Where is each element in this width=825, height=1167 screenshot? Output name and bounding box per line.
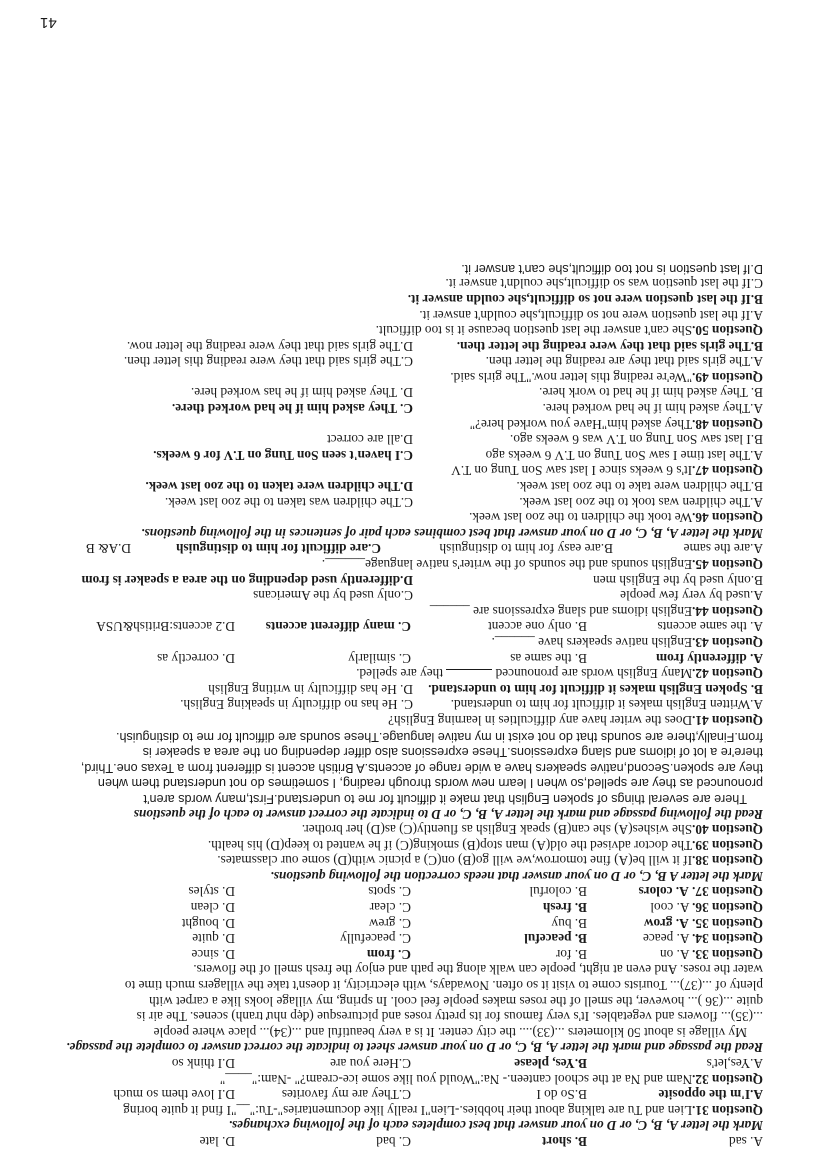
q41-label: Question 41. xyxy=(692,712,763,728)
question-39 xyxy=(58,837,763,853)
q43-text: English native speakers have ______. xyxy=(491,635,693,650)
q34-option-d: D. quite xyxy=(192,931,235,947)
q49-options-row-2 xyxy=(58,338,763,354)
q42-option-d: D. correctly as xyxy=(157,650,235,666)
question-46 xyxy=(58,510,763,526)
q37-label: Question 37. xyxy=(692,884,763,900)
q42-text-after: they are spelled. xyxy=(356,666,443,682)
q41-options-row-1 xyxy=(58,697,763,713)
q48-label: Question 48. xyxy=(692,416,763,432)
q44-options-row-1 xyxy=(58,588,763,604)
q48-options-row-2 xyxy=(58,385,763,401)
question-38 xyxy=(58,853,763,869)
q46-options-row-1 xyxy=(58,494,763,510)
q46-option-b: B.The children were take to the zoo last week. xyxy=(516,479,763,495)
q48-text: They asked him"Have you worked here?" xyxy=(469,416,693,432)
q35-label: Question 35. xyxy=(692,915,763,931)
exam-content xyxy=(58,260,763,1149)
q37-option-a: A. colors xyxy=(638,884,689,900)
q30-option-a: A. sad xyxy=(729,1134,763,1149)
q31-option-a: A.I'm the opposite xyxy=(658,1087,763,1103)
q50-option-d: D.If last question is not too difficult,she can't answer it. xyxy=(461,261,763,276)
q37-option-c: C. spots xyxy=(368,884,411,900)
question-36 xyxy=(58,900,763,916)
q35-option-c: C. grew xyxy=(368,915,411,931)
question-44 xyxy=(58,603,763,619)
q33-option-d: D. since xyxy=(191,946,235,962)
question-49 xyxy=(58,369,763,385)
q32-option-c: C.Here you are xyxy=(330,1056,411,1072)
q38-text: If it will be(A) fine tomorrow,we will go(B) on(C) a picnic with(D) some our classmates. xyxy=(217,853,693,869)
q44-option-c: C.only used by the Americans xyxy=(253,588,413,604)
q42-options xyxy=(58,650,763,666)
q33-label: Question 33. xyxy=(692,946,763,962)
q49-options-row-1 xyxy=(58,354,763,370)
q43-option-c: C. many different accents xyxy=(265,619,411,635)
q39-label: Question 39. xyxy=(692,837,763,853)
q31-text: Lien and Tu are talking about their hobbies.-Lien"I really like documentaries"-Tu:"__"I find it quite boring xyxy=(123,1102,693,1118)
q44-option-a: A.used by very few people xyxy=(620,588,763,604)
q36-option-a: A. cool xyxy=(650,900,690,916)
q49-option-d: D.The girls said that they were reading the letter now. xyxy=(126,338,413,354)
q31-option-c: C.They are my favorites xyxy=(281,1087,411,1103)
q47-options-row-2 xyxy=(58,432,763,448)
q46-options-row-2 xyxy=(58,478,763,494)
question-41 xyxy=(58,712,763,728)
q32-options xyxy=(58,1055,763,1071)
q48-option-c: C. They asked him if he had worked there. xyxy=(171,401,413,417)
q34-label: Question 34. xyxy=(692,931,763,947)
q31-option-d: D.I love them so much xyxy=(113,1087,235,1103)
q47-label: Question 47. xyxy=(692,463,763,479)
q44-option-d: D.differently used depending on the area a speaker is from xyxy=(81,572,413,588)
q44-option-b: B.only used by the English men xyxy=(593,572,763,588)
q43-label: Question 43. xyxy=(692,635,763,650)
q48-option-a: A.They asked him if he had worked here. xyxy=(542,401,763,417)
q49-option-a: A.The girls said that they are reading the letter then. xyxy=(485,354,763,370)
q45-options xyxy=(58,541,763,557)
q30-options xyxy=(58,1133,763,1149)
q47-option-a: A.The last time I saw Son Tung on T.V 6 weeks ago xyxy=(485,447,763,463)
question-50 xyxy=(58,323,763,339)
q33-option-b: B. for xyxy=(555,946,587,962)
q40-label: Question 40. xyxy=(692,822,763,838)
passage1-line: My village is about 50 kilometers ...(33).... the city center. It is a very beautiful and ...(34)... place where people xyxy=(153,1024,747,1040)
passage1-line: water the roses. And even at night, people can walk along the path and enjoy the fresh smell of the flowers. xyxy=(193,962,763,978)
passage2-line: from.Finally,there are sounds that do not exist in my native language.These sounds are difficult for me to distinguish. xyxy=(115,729,763,744)
q44-text: English idioms and slang expressions are ______ xyxy=(429,603,693,619)
q48-option-b: B. They asked him if he had to work here. xyxy=(539,385,763,401)
question-34 xyxy=(58,931,763,947)
q47-options-row-1 xyxy=(58,447,763,463)
q39-text: The doctor advised the old(A) man stop(B) smoking(C) if he wanted to keep(D) his health. xyxy=(207,837,693,853)
q42-option-c: C. similarly xyxy=(348,650,411,666)
q46-option-d: D.The children were taken to the zoo last week. xyxy=(145,479,413,495)
q47-option-d: D.all are correct xyxy=(326,432,413,448)
question-32 xyxy=(58,1071,763,1087)
q35-option-b: B. buy xyxy=(551,915,587,931)
q34-option-b: B. peaceful xyxy=(524,931,587,947)
q37-option-b: B. colorful xyxy=(529,884,587,900)
q31-label: Question 31. xyxy=(692,1102,763,1118)
question-33 xyxy=(58,946,763,962)
question-42 xyxy=(58,666,763,682)
q48-options-row-1 xyxy=(58,401,763,417)
q41-option-d: D. He has difficulty in writing English xyxy=(208,681,413,697)
q38-label: Question 38. xyxy=(692,853,763,869)
question-31 xyxy=(58,1102,763,1118)
passage2-line: there're a lot of idioms and slang expressions.These expressions also differ depending on the area a speaker is xyxy=(142,745,763,760)
q30-option-d: D. late xyxy=(199,1134,235,1149)
q33-option-a: A. on xyxy=(659,946,690,962)
q45-option-d: D.A& B xyxy=(85,541,131,557)
q50-text: She can't answer the last question because it is too difficult. xyxy=(375,323,693,339)
section-correction-heading: Mark the letter A B, C, or D on your answer that needs correction the following questions. xyxy=(270,868,763,884)
q42-blank xyxy=(446,669,492,681)
section-combine-heading: Mark the letter A, B, C, or D on your answer that best combines each pair of sentences in the following questions. xyxy=(141,525,763,541)
passage1-line: ...(35)... flowers and vegetables. It's very famous for its pretty roses and picturesque (đẹp như tranh) scenes. The air is xyxy=(136,1009,763,1025)
section-exchanges-heading: Mark the letter A, B, C, or D on your answer that best completes each of the following exchanges. xyxy=(228,1118,763,1134)
q49-text: "We're reading this letter now."The girls said. xyxy=(450,369,693,385)
question-40 xyxy=(58,822,763,838)
question-48 xyxy=(58,416,763,432)
q41-option-c: C. He has no difficulty in speaking English. xyxy=(180,697,413,713)
q42-text-before: Many English words are pronounced xyxy=(495,666,693,682)
q40-text: She wishes(A) she can(B) speak English as fluently(C) as(D) her brother. xyxy=(301,822,693,838)
q35-option-d: D. bought xyxy=(181,915,235,931)
question-47 xyxy=(58,463,763,479)
q47-text: It's 6 weeks since I last saw Son Tung on T.V xyxy=(451,463,693,479)
section-passage2-heading: Read the following passage and mark the letter A, B, C, or D to indicate the correct answer to each of the questions xyxy=(133,806,763,822)
q30-option-b: B. short xyxy=(541,1134,587,1149)
q36-option-b: B. fresh xyxy=(542,900,587,916)
q50-option-b: B.If the last question were not so difficult,she couldn answer it. xyxy=(407,291,763,307)
passage-1 xyxy=(58,962,763,1040)
q45-label: Question 45. xyxy=(692,557,763,573)
q32-label: Question 32. xyxy=(692,1071,763,1087)
q43-option-d: D.2 accents:British&USA xyxy=(96,619,235,635)
passage-2 xyxy=(58,728,763,806)
q42-label: Question 42. xyxy=(692,666,763,682)
q36-option-d: D. clean xyxy=(190,900,235,916)
q41-text: Does the writer have any difficulties in learning English? xyxy=(388,712,693,728)
q46-text: We took the children to the zoo last week. xyxy=(469,510,693,526)
q45-option-b: B.are easy for him to distinguish xyxy=(439,541,613,557)
q33-option-c: C. from xyxy=(366,946,411,962)
q30-option-c: C. bad xyxy=(376,1134,411,1149)
q36-option-c: C. clear xyxy=(369,900,411,916)
q47-option-c: C.I haven't seen Son Tung on T.V for 6 weeks. xyxy=(153,447,413,463)
q47-option-b: B.I last saw Son Tung on T.V was 6 weeks ago. xyxy=(509,432,763,448)
q45-option-a: A.are the same xyxy=(683,541,763,557)
q32-option-d: D.I think so xyxy=(171,1056,235,1072)
q32-text: Nam and Na at the school canteen.- Na:"Would you like some ice-cream?" -Nam:"____" xyxy=(219,1071,693,1087)
q49-option-b: B.The girls said that they were reading the letter then. xyxy=(456,338,763,354)
q50-option-a: A.If the last question were not so difficult,she couldn't answer it. xyxy=(419,307,763,323)
q49-option-c: C.The girls said that they were reading this letter then. xyxy=(123,354,413,370)
passage2-line: There are several things of spoken English that make it difficult for me to understand.First,many words aren't xyxy=(143,791,747,806)
q32-option-a: A.Yes,let's xyxy=(706,1056,763,1072)
section-passage1-heading: Read the passage and mark the letter A, B, C, or D on your answer sheet to indicate the correct answer to complete the passage. xyxy=(66,1040,763,1056)
q50-option-c: C.If the last question was so difficult,she couldn't answer it. xyxy=(445,276,763,292)
q45-text: English sounds and the sounds of the writer's native language______. xyxy=(321,557,693,573)
q31-option-b: B.So do I xyxy=(536,1087,587,1103)
q41-options-row-2 xyxy=(58,681,763,697)
q44-label: Question 44. xyxy=(692,603,763,619)
q31-options xyxy=(58,1087,763,1103)
q32-option-b: B.Yes, please xyxy=(514,1056,587,1072)
passage2-line: pronounced as they are spelled,so when I learn new words through reading, I sometimes do not understand them when xyxy=(97,776,763,791)
q41-option-a: A.Written English makes it difficult for him to understand. xyxy=(450,697,763,713)
q37-option-d: D. styles xyxy=(188,884,235,900)
q42-option-a: A. differently from xyxy=(656,650,763,666)
passage1-line: plenty of ...(37)... Tourists come to visit it so often. Nowadays, with electricity, it doesn't take the villagers much time to xyxy=(124,978,763,994)
q35-option-a: A. grow xyxy=(643,915,689,931)
q46-option-c: C.The children was taken to the zoo last week. xyxy=(164,494,413,510)
passage2-line: they are spoken.Second,native speakers have a wide range of accents.A British accent is different from a Texas one.Third, xyxy=(80,760,763,775)
q49-label: Question 49. xyxy=(692,369,763,385)
q43-options xyxy=(58,619,763,635)
q44-options-row-2 xyxy=(58,572,763,588)
q42-option-b: B. the same as xyxy=(510,650,587,666)
q50-label: Question 50. xyxy=(692,323,763,339)
question-45 xyxy=(58,556,763,572)
question-43 xyxy=(58,634,763,650)
q34-option-c: C. peacefully xyxy=(340,931,411,947)
question-35 xyxy=(58,915,763,931)
q41-option-b: B. Spoken English makes it difficult for him to understand. xyxy=(428,681,763,697)
q34-option-a: A. peace xyxy=(642,931,690,947)
q36-label: Question 36. xyxy=(692,900,763,916)
q48-option-d: D. They asked him if he has worked here. xyxy=(190,385,413,401)
q45-option-c: C.are difficult for him to distinguish xyxy=(176,541,381,557)
q43-option-a: A. the same accents xyxy=(657,619,763,635)
page-number: 41 xyxy=(40,13,57,31)
question-37 xyxy=(58,884,763,900)
passage1-line: quite ...(36 )... however, the smell of the roses makes people feel cool. In spring, my village looks like a carpet with xyxy=(149,993,763,1009)
q43-option-b: B. only one accent xyxy=(488,619,587,635)
q46-label: Question 46. xyxy=(692,510,763,526)
q46-option-a: A.The children was took to the zoo last week. xyxy=(519,494,763,510)
